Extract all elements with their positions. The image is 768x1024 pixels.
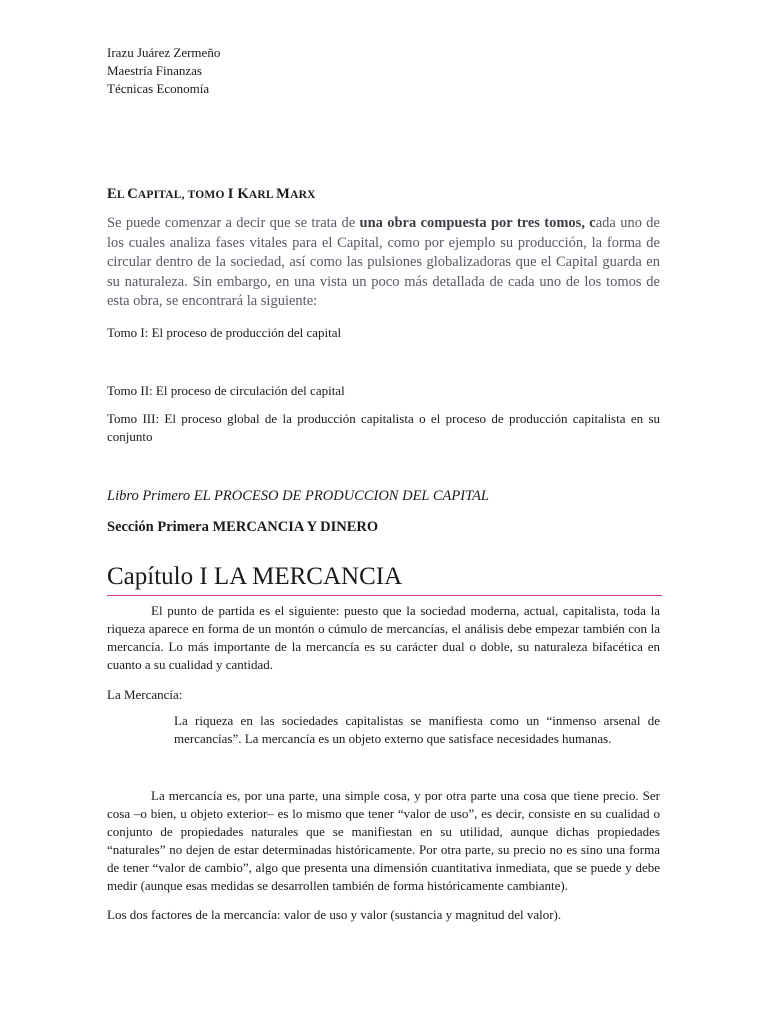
author-name: Irazu Juárez Zermeño <box>107 45 221 60</box>
intro-text: Se puede comenzar a decir que se trata de <box>107 215 360 231</box>
program-name: Maestría Finanzas <box>107 63 202 78</box>
title-smallcaps: ARL <box>248 189 277 201</box>
libro-heading: Libro Primero EL PROCESO DE PRODUCCION DEL CAPITAL <box>107 488 489 504</box>
intro-paragraph <box>107 214 660 312</box>
tomo-2: Tomo II: El proceso de circulación del capital <box>107 383 345 398</box>
title-letter: K <box>237 186 249 202</box>
title-letter: E <box>107 186 117 202</box>
paragraph-dos-factores: Los dos factores de la mercancía: valor de uso y valor (sustancia y magnitud del valor). <box>107 907 562 922</box>
block-quote: La riqueza en las sociedades capitalistas se manifiesta como un “inmenso arsenal de mercancías”. La mercancía es un objeto externo que satisface necesidades humanas. <box>174 713 660 746</box>
chapter-underline <box>107 595 662 596</box>
title-letter: C <box>127 186 138 202</box>
title-smallcaps: L <box>116 189 128 201</box>
title-letter: M <box>276 186 291 202</box>
tomo-1: Tomo I: El proceso de producción del capital <box>107 325 342 340</box>
la-mercancia-label: La Mercancía: <box>107 687 183 702</box>
document-title <box>107 186 316 203</box>
intro-text-continued: ada uno de los cuales analiza fases vitales para el Capital, como por ejemplo su producción, la forma de circular dentro de la sociedad, así como las pulsiones globalizadoras que el Capital guarda en su naturaleza. Sin embargo, en una vista un poco más detallada de cada uno de los tomos de esta obra, se encontrará la siguiente: <box>107 215 660 310</box>
title-letter: I <box>227 186 238 202</box>
tomo-3: Tomo III: El proceso global de la producción capitalista o el proceso de producción capitalista en su conjunto <box>107 411 660 444</box>
title-smallcaps: APITAL, TOMO <box>137 189 228 201</box>
paragraph-mercancia-cosa: La mercancía es, por una parte, una simple cosa, y por otra parte una cosa que tiene precio. Ser cosa –o bien, u objeto exterior– es lo mismo que tener “valor de uso”, es decir, consiste en su cualidad o conjunto de propiedades naturales que se manifiestan en su utilidad, aunque dichas propiedades “naturales” no dejen de estar determinadas históricamente. Por otra parte, su precio no es sino una forma de tener “valor de cambio”, algo que presenta una dimensión cuantitativa inmediata, que se puede y debe medir (aunque esas medidas se desarrollen también de forma históricamente cambiante). <box>107 788 660 893</box>
title-smallcaps: ARX <box>290 189 316 201</box>
intro-bold-text: una obra compuesta por tres tomos, c <box>359 215 596 231</box>
paragraph-punto-de-partida: El punto de partida es el siguiente: puesto que la sociedad moderna, actual, capitalista, toda la riqueza aparece en forma de un montón o cúmulo de mercancías, el análisis debe empezar también con la mercancía. Lo más importante de la mercancía es su carácter dual o doble, su naturaleza bifacética en cuanto a su cualidad y cantidad. <box>107 603 660 672</box>
course-name: Técnicas Economía <box>107 81 210 96</box>
seccion-heading: Sección Primera MERCANCIA Y DINERO <box>107 519 379 535</box>
chapter-heading: Capítulo I LA MERCANCIA <box>107 563 403 590</box>
